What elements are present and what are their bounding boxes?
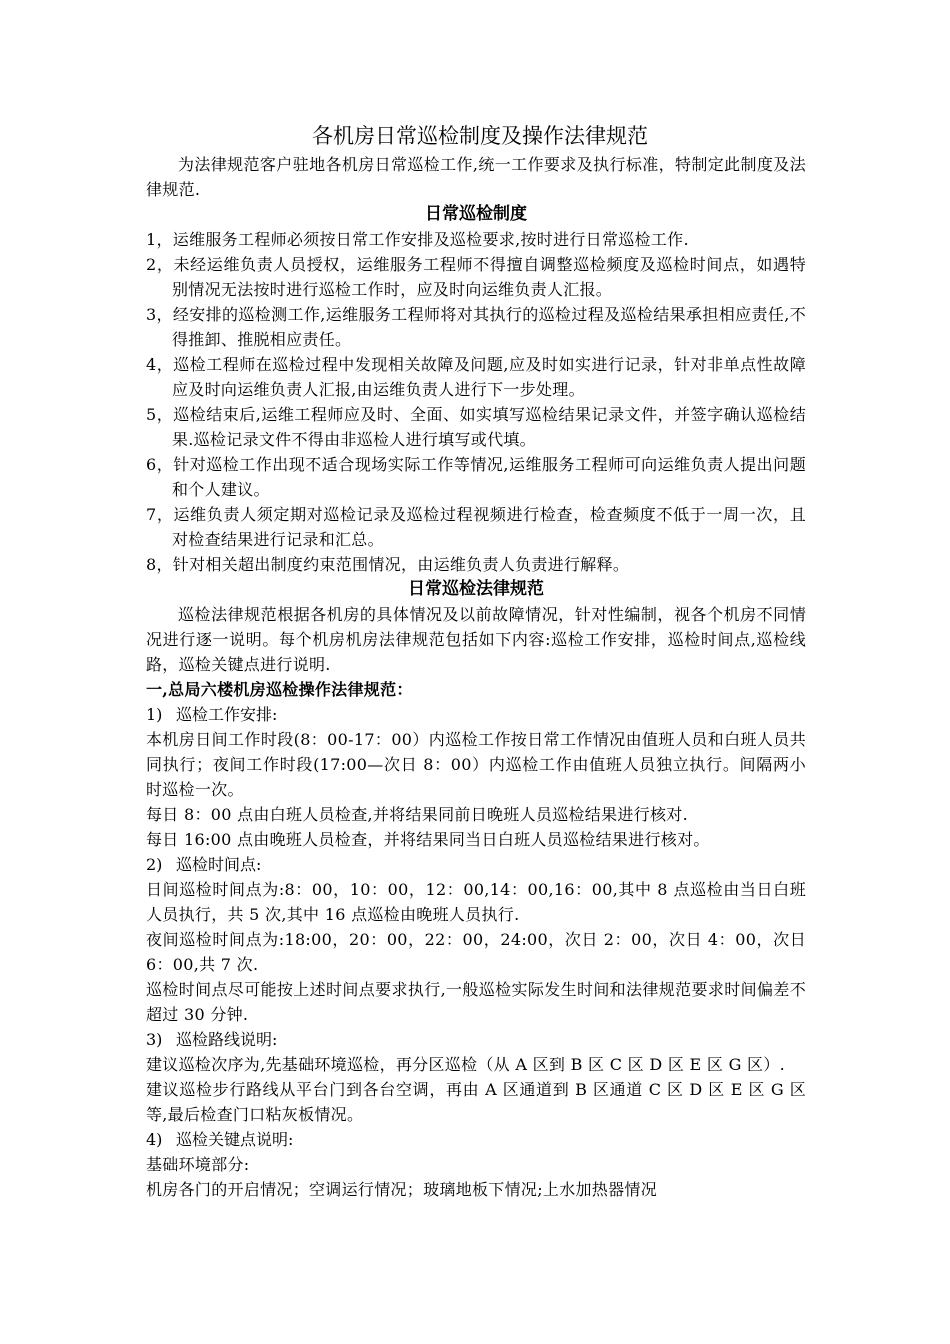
paragraph: 建议巡检步行路线从平台门到各台空调，再由 A 区通道到 B 区通道 C 区 D 区 E 区 G 区等,最后检查门口粘灰板情况。	[146, 1080, 806, 1124]
intro-paragraph: 为法律规范客户驻地各机房日常巡检工作,统一工作要求及执行标准，特制定此制度及法律规范.	[146, 155, 806, 199]
paragraph: 日间巡检时间点为:8：00，10：00，12：00,14：00,16：00,其中 8 点巡检由当日白班人员执行，共 5 次,其中 16 点巡检由晚班人员执行.	[146, 880, 806, 924]
rule-item: 5，巡检结束后,运维工程师应及时、全面、如实填写巡检结果记录文件，并签字确认巡检结果.巡检记录文件不得由非巡检人进行填写或代填。	[146, 405, 806, 449]
paragraph: 本机房日间工作时段(8：00-17：00）内巡检工作按日常工作情况由值班人员和白班人员共同执行；夜间工作时段(17:00—次日 8：00）内巡检工作由值班人员独立执行。间隔两小时巡检一次。	[146, 730, 806, 799]
part1-heading: 一,总局六楼机房巡检操作法律规范：	[146, 680, 413, 699]
rule-item: 3，经安排的巡检测工作,运维服务工程师将对其执行的巡检过程及巡检结果承担相应责任,不得推卸、推脱相应责任。	[146, 305, 806, 349]
paragraph: 夜间巡检时间点为:18:00，20：00，22：00，24:00，次日 2：00，次日 4：00，次日 6：00,共 7 次.	[146, 930, 806, 974]
paragraph: 每日 8：00 点由白班人员检查,并将结果同前日晚班人员巡检结果进行核对.	[146, 805, 688, 824]
rule-item: 2，未经运维负责人员授权，运维服务工程师不得擅自调整巡检频度及巡检时间点，如遇特别情况无法按时进行巡检工作时，应及时向运维负责人汇报。	[146, 255, 806, 299]
rule-item: 4，巡检工程师在巡检过程中发现相关故障及问题,应及时如实进行记录，针对非单点性故障应及时向运维负责人汇报,由运维负责人进行下一步处理。	[146, 355, 806, 399]
paragraph: 机房各门的开启情况；空调运行情况；玻璃地板下情况;上水加热器情况	[146, 1180, 657, 1199]
subsection-4-heading	[146, 1127, 806, 1152]
paragraph: 基础环境部分:	[146, 1155, 250, 1174]
paragraph: 建议巡检次序为,先基础环境巡检，再分区巡检（从 A 区到 B 区 C 区 D 区 E 区 G 区）.	[146, 1055, 786, 1074]
subsection-number: 3)	[146, 1030, 163, 1049]
paragraph: 巡检时间点尽可能按上述时间点要求执行,一般巡检实际发生时间和法律规范要求时间偏差不超过 30 分钟.	[146, 980, 806, 1024]
subsection-label: 巡检关键点说明:	[176, 1130, 294, 1149]
subsection-3-heading	[146, 1027, 806, 1052]
subsection-label: 巡检路线说明:	[176, 1030, 278, 1049]
rule-item: 1，运维服务工程师必须按日常工作安排及巡检要求,按时进行日常巡检工作.	[146, 230, 689, 249]
section-title-inspection-norms: 日常巡检法律规范	[408, 579, 544, 599]
document-title: 各机房日常巡检制度及操作法律规范	[312, 124, 648, 148]
subsection-1-heading	[146, 702, 806, 727]
subsection-number: 1)	[146, 705, 163, 724]
rules-list	[146, 227, 806, 577]
rule-item: 6，针对巡检工作出现不适合现场实际工作等情况,运维服务工程师可向运维负责人提出问题和个人建议。	[146, 455, 806, 499]
paragraph: 每日 16:00 点由晚班人员检查，并将结果同当日白班人员巡检结果进行核对。	[146, 830, 710, 849]
rule-item: 7，运维负责人须定期对巡检记录及巡检过程视频进行检查，检查频度不低于一周一次，且对检查结果进行记录和汇总。	[146, 505, 806, 549]
subsection-number: 4)	[146, 1130, 163, 1149]
subsection-label: 巡检时间点:	[176, 855, 262, 874]
document-page	[146, 120, 806, 1202]
rule-item: 8，针对相关超出制度约束范围情况，由运维负责人负责进行解释。	[146, 555, 630, 574]
subsection-number: 2)	[146, 855, 163, 874]
subsection-label: 巡检工作安排:	[176, 705, 278, 724]
section2-intro-paragraph: 巡检法律规范根据各机房的具体情况及以前故障情况，针对性编制，视各个机房不同情况进行逐一说明。每个机房机房法律规范包括如下内容:巡检工作安排，巡检时间点,巡检线路，巡检关键点进行说明.	[146, 605, 806, 674]
subsection-2-heading	[146, 852, 806, 877]
section-title-inspection-system: 日常巡检制度	[425, 204, 527, 224]
